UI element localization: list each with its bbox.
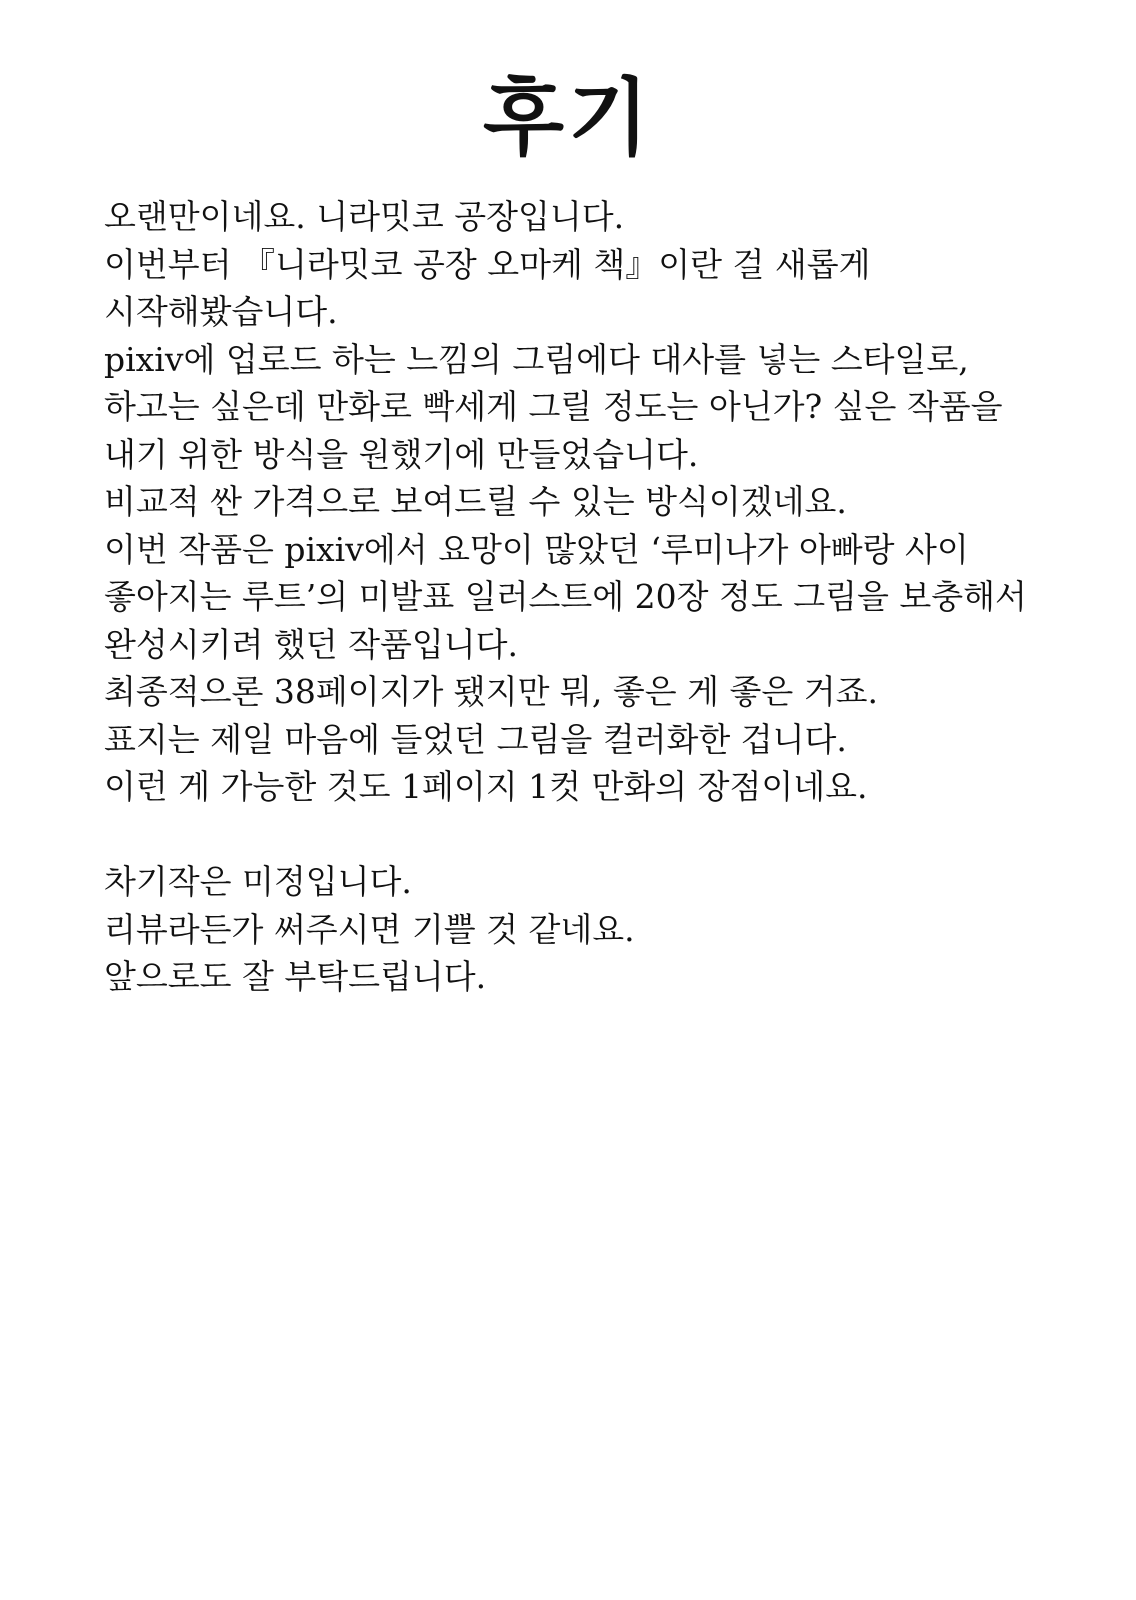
text-line: pixiv에 업로드 하는 느낌의 그림에다 대사를 넣는 스타일로, (104, 339, 969, 379)
text-line: 완성시키려 했던 작품입니다. (104, 624, 519, 664)
text-line: 이번부터 『니라밋코 공장 오마케 책』이란 걸 새롭게 (104, 244, 871, 284)
text-line: 이런 게 가능한 것도 1페이지 1컷 만화의 장점이네요. (104, 767, 868, 806)
text-line: 시작해봤습니다. (104, 292, 338, 331)
text-line: 내기 위한 방식을 원했기에 만들었습니다. (104, 434, 699, 474)
text-line: 이번 작품은 pixiv에서 요망이 많았던 ‘루미나가 아빠랑 사이 (104, 529, 969, 569)
paragraph-2 (104, 858, 1064, 1001)
text-line: 표지는 제일 마음에 들었던 그림을 컬러화한 겁니다. (104, 719, 847, 759)
text-line: 최종적으론 38페이지가 됐지만 뭐, 좋은 게 좋은 거죠. (104, 672, 878, 711)
paragraph-1 (104, 193, 1064, 811)
text-line: 차기작은 미정입니다. (104, 862, 412, 901)
text-line: 비교적 싼 가격으로 보여드릴 수 있는 방식이겠네요. (104, 482, 847, 521)
afterword-body (104, 193, 1064, 1001)
text-line: 리뷰라든가 써주시면 기쁠 것 같네요. (104, 909, 635, 949)
text-line: 앞으로도 잘 부탁드립니다. (104, 957, 487, 996)
text-line: 하고는 싶은데 만화로 빡세게 그릴 정도는 아닌가? 싶은 작품을 (104, 387, 1003, 426)
text-line: 좋아지는 루트’의 미발표 일러스트에 20장 정도 그림을 보충해서 (104, 577, 1027, 616)
paragraph-gap (104, 811, 1064, 859)
page-title: 후기 (482, 69, 654, 167)
text-line: 오랜만이네요. 니라밋코 공장입니다. (104, 197, 625, 236)
